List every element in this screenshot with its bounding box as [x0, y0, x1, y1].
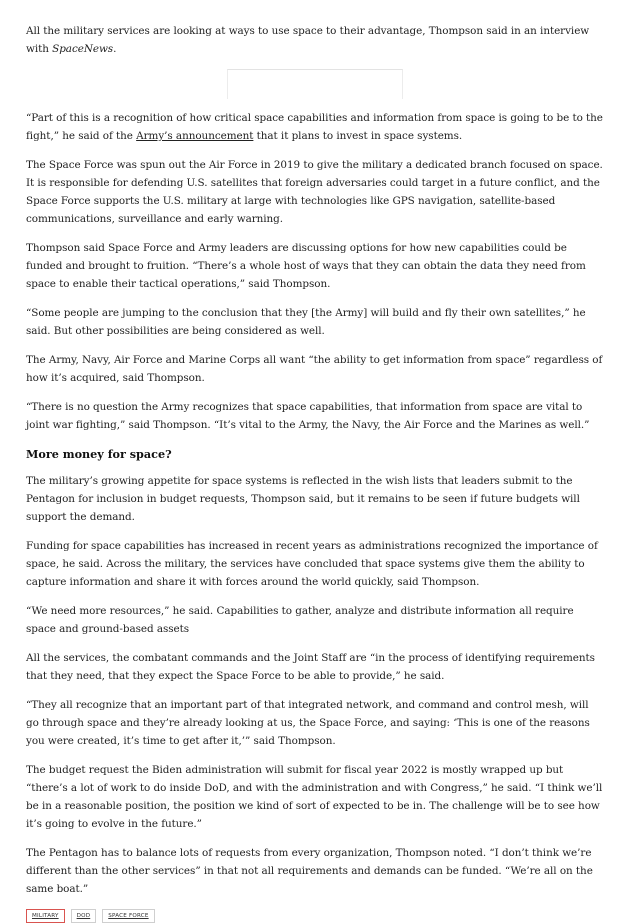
army-announcement-link[interactable]: Army’s announcement — [136, 130, 254, 142]
paragraph: All the services, the combatant commands and the Joint Staff are “in the process of identifying requirements that they need, that they expect the Space Force to be able to provide,” he said. — [26, 652, 595, 682]
tag-space-force[interactable]: SPACE FORCE — [102, 909, 154, 923]
paragraph: All the military services are looking at ways to use space to their advantage, Thompson said in an interview with SpaceNews. — [26, 25, 590, 55]
paragraph: “Part of this is a recognition of how critical space capabilities and information from space is going to be to the fight,” he said of the Army’s announcement that it plans to invest in space systems. — [26, 112, 603, 142]
paragraph: “Some people are jumping to the conclusion that they [the Army] will build and fly their own satellites,” he said. But other possibilities are being considered as well. — [26, 307, 586, 337]
paragraph: “We need more resources,” he said. Capabilities to gather, analyze and distribute information all require space and ground-based assets — [26, 605, 574, 635]
paragraph: The Space Force was spun out the Air Force in 2019 to give the military a dedicated branch focused on space. It is responsible for defending U.S. satellites that foreign adversaries could target in a future conflict, and the Space Force supports the U.S. military at large with technologies like GPS navigation, satellite-based communications, surveillance and early warning. — [26, 159, 603, 225]
tag-list — [26, 909, 604, 923]
paragraph: Thompson said Space Force and Army leaders are discussing options for how new capabilities could be funded and brought to fruition. “There’s a whole host of ways that they can obtain the data they need from space to enable their tactical operations,” said Thompson. — [26, 242, 586, 290]
paragraph: Funding for space capabilities has increased in recent years as administrations recognized the importance of space, he said. Across the military, the services have concluded that space systems give them the ability to capture information and share it with forces around the world quickly, said Thompson. — [26, 540, 598, 588]
paragraph: The Pentagon has to balance lots of requests from every organization, Thompson noted. “I don’t think we’re different than the other services” in that not all requirements and demands can be funded. “We’re all on the same boat.” — [26, 847, 593, 895]
article-body — [26, 22, 604, 923]
publication-name: SpaceNews — [52, 43, 114, 55]
paragraph: “There is no question the Army recognizes that space capabilities, that information from space are vital to joint war fighting,” said Thompson. “It’s vital to the Army, the Navy, the Air Force and the Marines as well.” — [26, 401, 590, 431]
ad-placeholder — [227, 69, 403, 99]
paragraph: The military’s growing appetite for space systems is reflected in the wish lists that leaders submit to the Pentagon for inclusion in budget requests, Thompson said, but it remains to be seen if future budgets will support the demand. — [26, 475, 580, 523]
paragraph: “They all recognize that an important part of that integrated network, and command and control mesh, will go through space and they’re already looking at us, the Space Force, and saying: ‘This is one of the reasons you were created, it’s time to get after it,’” said Thompson. — [26, 699, 590, 747]
paragraph: The budget request the Biden administration will submit for fiscal year 2022 is mostly wrapped up but “there’s a lot of work to do inside DoD, and with the administration and with Congress,” he said. “I think we’ll be in a reasonable position, the position we kind of sort of expected to be in. The challenge will be to see how it’s going to evolve in the future.” — [26, 764, 603, 830]
tag-dod[interactable]: DOD — [71, 909, 97, 923]
tag-military[interactable]: MILITARY — [26, 909, 65, 923]
paragraph: The Army, Navy, Air Force and Marine Corps all want “the ability to get information from space” regardless of how it’s acquired, said Thompson. — [26, 354, 603, 384]
section-heading: More money for space? — [26, 447, 172, 461]
